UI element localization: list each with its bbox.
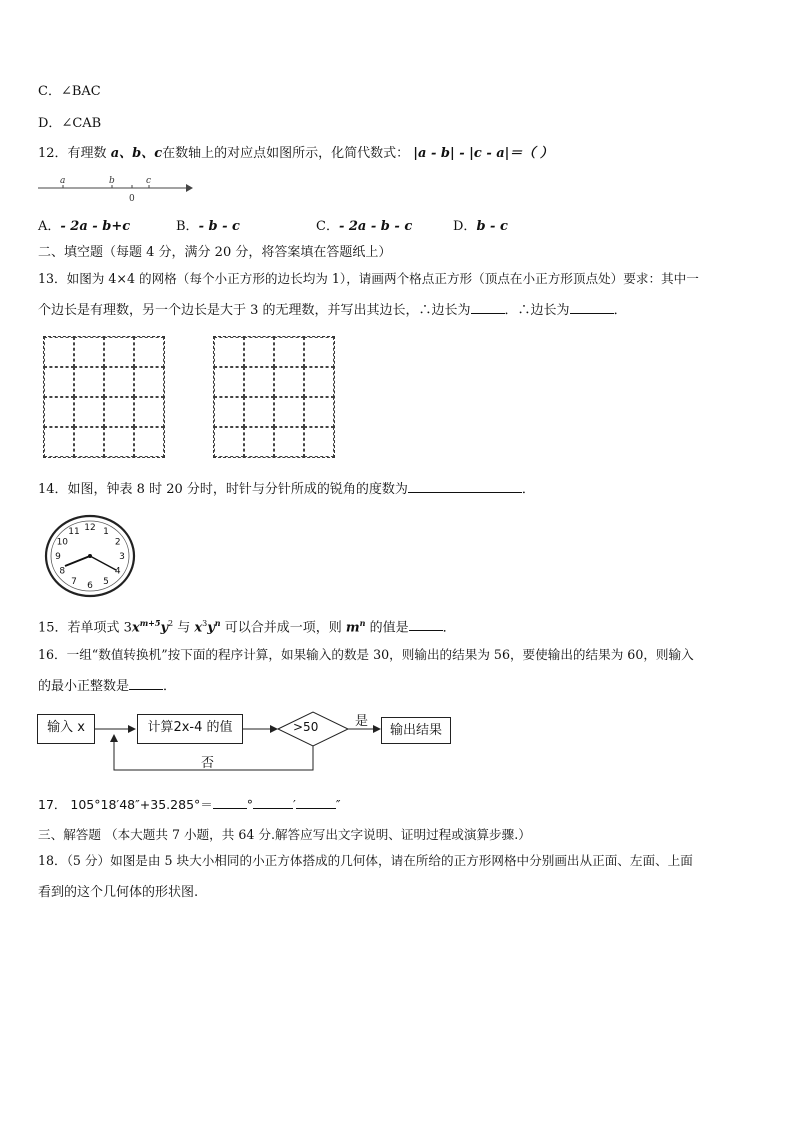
- answer-blank: [296, 796, 336, 809]
- label-zero: 0: [129, 194, 135, 204]
- label-a: a: [60, 176, 66, 186]
- grid-cell: [244, 337, 274, 367]
- grid-cell: [74, 337, 104, 367]
- grid-cell: [214, 397, 244, 427]
- grid-cell: [44, 337, 74, 367]
- q12-text: 在数轴上的对应点如图所示，化简代数式：: [162, 146, 410, 161]
- question-12: [38, 145, 553, 163]
- q12-option-c: C．- 2a - b - c: [316, 219, 413, 234]
- grid-cell: [274, 337, 304, 367]
- clock-number: 4: [114, 566, 121, 577]
- grid-cell: [214, 427, 244, 457]
- clock-number: 5: [103, 577, 109, 588]
- grid-cell: [104, 427, 134, 457]
- grid-cell: [214, 337, 244, 367]
- grid-cell: [104, 337, 134, 367]
- grid-cell: [214, 367, 244, 397]
- q12-vars: a、b、c: [110, 146, 163, 161]
- grid-cell: [104, 397, 134, 427]
- clock-number: 3: [119, 552, 125, 562]
- q12-option-a: A．- 2a - b+c: [38, 219, 131, 234]
- label-c: c: [146, 176, 152, 186]
- q18-line2: 看到的这个几何体的形状图.: [38, 885, 199, 900]
- label-b: b: [109, 176, 115, 186]
- flow-condition: >50: [293, 720, 319, 734]
- flow-compute-box: 计算2x-4 的值: [137, 714, 243, 744]
- clock-number: 12: [84, 523, 96, 533]
- clock-figure: [44, 514, 136, 598]
- option-c: [38, 83, 101, 101]
- q13-line1: 13．如图为 4×4 的网格（每个小正方形的边长均为 1），请画两个格点正方形（顶点在小正方形顶点处）要求：其中一: [38, 271, 699, 286]
- clock-number: 6: [87, 581, 93, 591]
- q18-line1: 18．（5 分）如图是由 5 块大小相同的小正方体搭成的几何体，请在所给的正方形网格中分别画出从正面、左面、上面: [38, 853, 693, 868]
- q12-expr: |a - b| - |c - a|＝（ ）: [413, 146, 553, 161]
- clock-number: 8: [59, 566, 66, 577]
- q12-option-b: B．- b - c: [176, 219, 240, 234]
- grid-cell: [274, 427, 304, 457]
- answer-blank: [129, 677, 163, 690]
- grid-cell: [104, 367, 134, 397]
- grid-cell: [304, 427, 334, 457]
- grid-cell: [74, 427, 104, 457]
- answer-blank: [408, 480, 522, 493]
- answer-blank: [471, 301, 505, 314]
- number-line: [36, 172, 196, 206]
- q12-option-d: D．b - c: [453, 219, 508, 234]
- clock-number: 9: [55, 552, 61, 562]
- grid-cell: [244, 397, 274, 427]
- flow-output-box: 输出结果: [381, 717, 451, 744]
- answer-blank: [253, 796, 293, 809]
- q12-prefix: 12．有理数: [38, 146, 107, 161]
- grid-cell: [134, 427, 164, 457]
- grid-cell: [44, 397, 74, 427]
- clock-number: 11: [68, 526, 80, 537]
- option-text: ∠BAC: [60, 84, 101, 99]
- option-letter: C．: [38, 84, 61, 99]
- grid-cell: [274, 367, 304, 397]
- grid-cell: [304, 337, 334, 367]
- question-17: 17． 105°18′48″+35.285°＝ ° ′ ″: [38, 797, 341, 812]
- flow-yes-label: 是: [355, 714, 369, 729]
- flow-no-label: 否: [201, 756, 215, 771]
- grid-4x4-right: [213, 336, 335, 458]
- flow-input-box: 输入 x: [37, 714, 95, 744]
- grid-cell: [134, 397, 164, 427]
- grid-cell: [74, 397, 104, 427]
- grid-cell: [304, 367, 334, 397]
- grid-cell: [244, 427, 274, 457]
- q13-line2: 个边长是有理数，另一个边长是大于 3 的无理数，并写出其边长，∴边长为 ．∴边长为 ．: [38, 303, 627, 318]
- grid-cell: [44, 427, 74, 457]
- grid-cell: [304, 397, 334, 427]
- grid-cell: [274, 397, 304, 427]
- clock-number: 2: [114, 537, 121, 548]
- grid-4x4-left: [43, 336, 165, 458]
- grid-cell: [134, 367, 164, 397]
- option-d: [38, 115, 101, 133]
- section-3-heading: 三、解答题 （本大题共 7 小题，共 64 分.解答应写出文字说明、证明过程或演算步骤.）: [38, 827, 531, 842]
- q16-line2: 的最小正整数是 ．: [38, 679, 177, 694]
- question-14: 14．如图，钟表 8 时 20 分时，时针与分针所成的锐角的度数为 ．: [38, 482, 535, 497]
- grid-cell: [44, 367, 74, 397]
- answer-blank: [409, 618, 443, 631]
- answer-blank: [570, 301, 614, 314]
- grid-cell: [134, 337, 164, 367]
- grid-cell: [74, 367, 104, 397]
- option-text: ∠CAB: [61, 116, 102, 131]
- section-2-heading: 二、填空题（每题 4 分，满分 20 分，将答案填在答题纸上）: [38, 245, 392, 260]
- grid-cell: [244, 367, 274, 397]
- option-letter: D．: [38, 116, 62, 131]
- answer-blank: [213, 796, 247, 809]
- question-15: 15．若单项式 $3x^{m+5}y^2$ 与 $x^3y^n$ 可以合并成一项，则 $m^n$ 的值是 ．: [38, 618, 456, 636]
- clock-number: 1: [103, 526, 109, 537]
- q16-line1: 16．一组“数值转换机”按下面的程序计算，如果输入的数是 30，则输出的结果为 56，要使输出的结果为 60，则输入: [38, 647, 694, 662]
- clock-number: 7: [71, 577, 77, 588]
- clock-number: 10: [56, 537, 69, 548]
